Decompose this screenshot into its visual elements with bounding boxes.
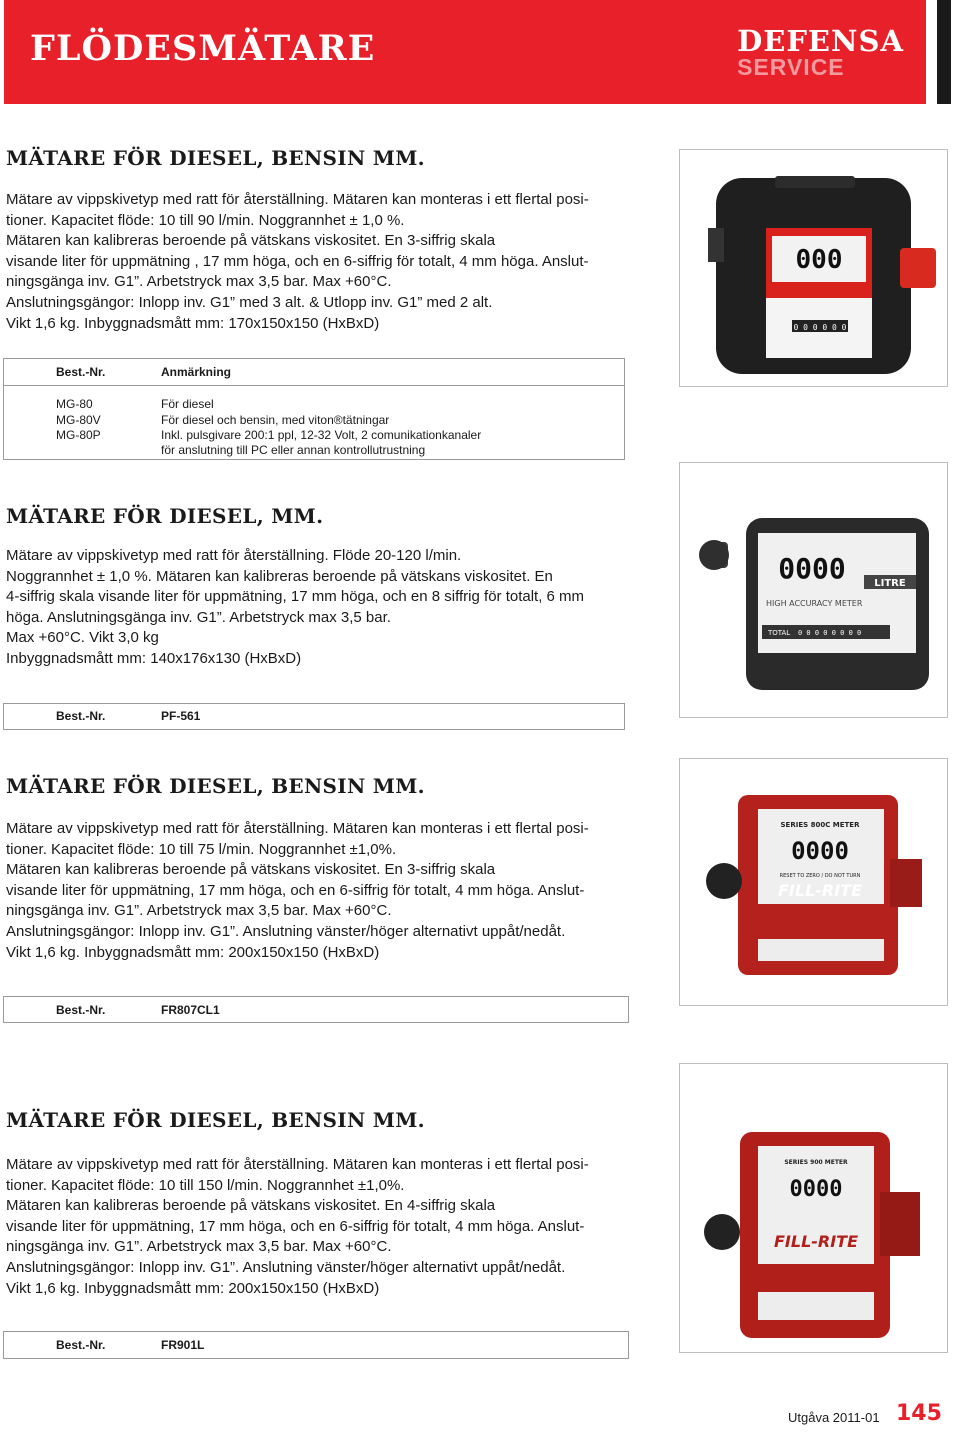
meter-reset-label: RESET TO ZERO / DO NOT TURN — [779, 873, 861, 879]
order-number: PF-561 — [161, 709, 201, 723]
flow-meter-photo — [680, 1064, 947, 1352]
product-description: Mätare av vippskivetyp med ratt för återställning. Flöde 20-120 l/min. Noggrannhet ± 1,0 %. Mätaren kan kalibreras beroende på vätskans viskositet. En 4-siffrig skala visande liter för uppmätning, 17 mm höga, och en 8 siffrig för totalt, 6 mm höga. Anslutningsgänga inv. G1”. Arbetstryck max 3,5 bar. Max +60°C. Vikt 3,0 kg Inbyggnadsmått mm: 140x176x130 (HxBxD) — [6, 547, 585, 667]
order-number: MG-80 — [56, 397, 93, 411]
meter-total: 0 0 0 0 0 0 — [793, 323, 847, 332]
meter-series: SERIES 900 METER — [784, 1159, 848, 1166]
column-header-order-number: Best.-Nr. — [56, 365, 106, 379]
brand-name: DEFENSA — [737, 24, 904, 58]
column-header-order-number: Best.-Nr. — [56, 1338, 106, 1352]
column-header-order-number: Best.-Nr. — [56, 1003, 106, 1017]
product-description: Mätare av vippskivetyp med ratt för återställning. Mätaren kan monteras i ett flertal posi- tioner. Kapacitet flöde: 10 till 75 l/min. Noggrannhet ±1,0%. Mätaren kan kalibreras beroende på vätskans viskositet. En 3-siffrig skala visande liter för uppmätning, 17 mm höga, och en 6-siffrig för totalt, 4 mm höga. Anslut- ningsgänga inv. G1”. Arbetstryck max 3,5 bar. Max +60°C. Anslutningsgängor: Inlopp inv. G1”. Anslutning vänster/höger alternativt uppåt/nedåt. Vikt 1,6 kg. Inbyggnadsmått mm: 200x150x150 (HxBxD) — [6, 820, 589, 961]
brand-subtitle: SERVICE — [737, 54, 845, 80]
order-number: MG-80P — [56, 428, 101, 442]
order-remark: för anslutning till PC eller annan kontrollutrustning — [161, 443, 426, 457]
meter-unit: LITRE — [874, 578, 906, 589]
order-remark: För diesel — [161, 397, 214, 411]
order-table — [3, 358, 625, 460]
page-title: FLÖDESMÄTARE — [30, 28, 376, 69]
order-table — [3, 703, 625, 730]
order-remark: Inkl. pulsgivare 200:1 ppl, 12-32 Volt, 2 comunikationkanaler — [161, 428, 482, 442]
meter-digits: 0000 — [791, 837, 849, 865]
product-photo-frame — [679, 462, 948, 718]
product-title: MÄTARE FÖR DIESEL, BENSIN MM. — [6, 1108, 425, 1132]
order-number: MG-80V — [56, 413, 101, 427]
meter-digits: 000 — [795, 245, 843, 275]
product-title: MÄTARE FÖR DIESEL, BENSIN MM. — [6, 774, 425, 798]
flow-meter-photo — [680, 463, 947, 717]
flow-meter-photo — [680, 759, 947, 1005]
product-photo-frame — [679, 758, 948, 1006]
order-table — [3, 996, 629, 1023]
product-title: MÄTARE FÖR DIESEL, MM. — [6, 504, 324, 528]
header-side-bar — [937, 0, 951, 104]
edition-label: Utgåva 2011-01 — [788, 1410, 880, 1425]
column-header-remark: Anmärkning — [161, 365, 232, 379]
brand-label: FILL-RITE — [773, 1232, 859, 1251]
product-description: Mätare av vippskivetyp med ratt för återställning. Mätaren kan monteras i ett flertal posi- tioner. Kapacitet flöde: 10 till 150 l/min. Noggrannhet ±1,0%. Mätaren kan kalibreras beroende på vätskans viskositet. En 4-siffrig skala visande liter för uppmätning, 17 mm höga, och en 6-siffrig för totalt, 4 mm höga. Anslut- ningsgänga inv. G1”. Arbetstryck max 3,5 bar. Max +60°C. Anslutningsgängor: Inlopp inv. G1”. Anslutning vänster/höger alternativt uppåt/nedåt. Vikt 1,6 kg. Inbyggnadsmått mm: 200x150x150 (HxBxD) — [6, 1156, 589, 1297]
product-photo-frame — [679, 149, 948, 387]
meter-total-label: TOTAL — [768, 629, 791, 637]
brand-logo — [737, 26, 904, 78]
header-banner — [4, 0, 926, 104]
meter-total: 0 0 0 0 0 0 0 0 — [798, 629, 862, 637]
flow-meter-photo — [680, 150, 947, 386]
meter-caption: HIGH ACCURACY METER — [766, 599, 863, 608]
product-description: Mätare av vippskivetyp med ratt för återställning. Mätaren kan monteras i ett flertal posi- tioner. Kapacitet flöde: 10 till 90 l/min. Noggrannhet ± 1,0 %. Mätaren kan kalibreras beroende på vätskans viskositet. En 3-siffrig skala visande liter för uppmätning , 17 mm höga, och en 6-siffrig för totalt, 4 mm höga. Anslut- ningsgänga inv. G1”. Arbetstryck max 3,5 bar. Max +60°C. Anslutningsgängor: Inlopp inv. G1” med 3 alt. & Utlopp inv. G1” med 2 alt. Vikt 1,6 kg. Inbyggnadsmått mm: 170x150x150 (HxBxD) — [6, 191, 589, 332]
order-table — [3, 1331, 629, 1359]
meter-digits: 0000 — [789, 1177, 843, 1202]
column-header-order-number: Best.-Nr. — [56, 709, 106, 723]
product-photo-frame — [679, 1063, 948, 1353]
order-remark: För diesel och bensin, med viton®tätningar — [161, 413, 390, 427]
meter-digits: 0000 — [778, 552, 846, 585]
page-number: 145 — [896, 1401, 942, 1426]
order-number: FR901L — [161, 1338, 205, 1352]
product-title: MÄTARE FÖR DIESEL, BENSIN MM. — [6, 146, 425, 170]
order-number: FR807CL1 — [161, 1003, 220, 1017]
meter-series: SERIES 800C METER — [780, 821, 860, 829]
brand-label: FILL-RITE — [777, 881, 863, 900]
